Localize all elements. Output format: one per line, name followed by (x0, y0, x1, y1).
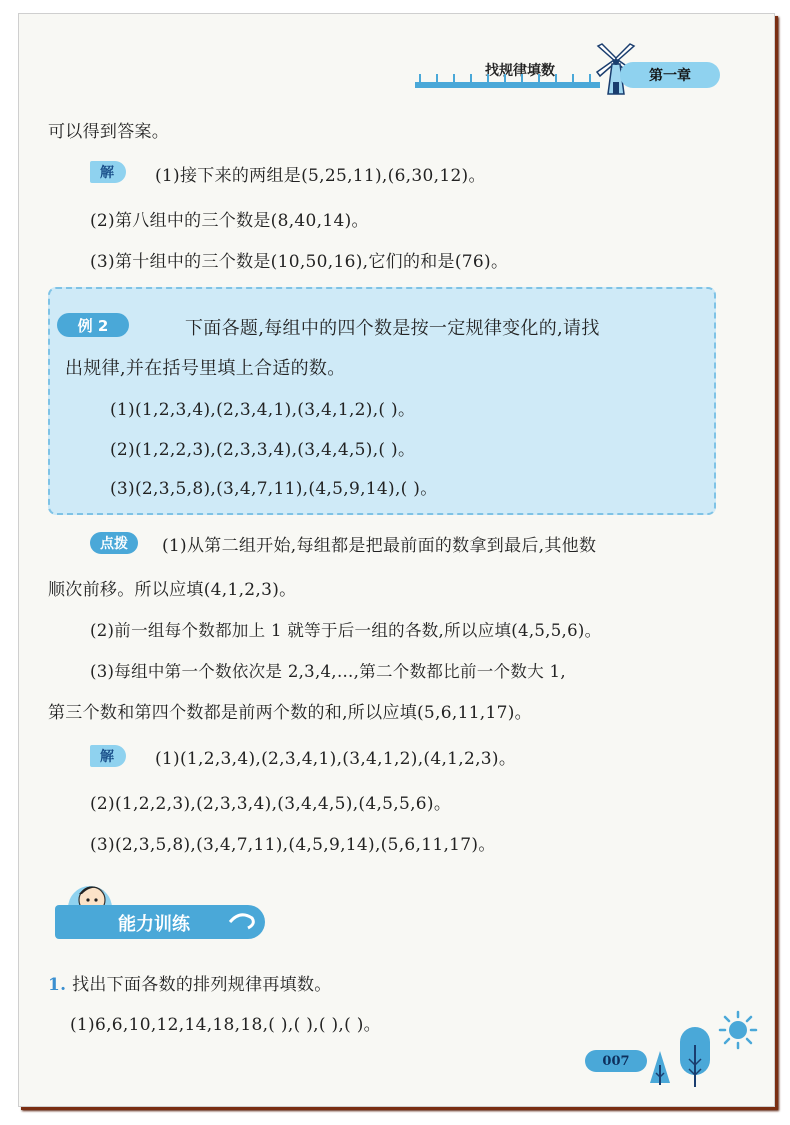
training-title: 能力训练 (118, 914, 190, 935)
training-question (48, 970, 332, 995)
hint-line-1b: 顺次前移。所以应填(4,1,2,3)。 (48, 580, 297, 600)
training-question-1: (1)6,6,10,12,14,18,18,( ),( ),( ),( )。 (70, 1015, 381, 1035)
hint-line-3a: (3)每组中第一个数依次是 2,3,4,…,第二个数都比前一个数大 1, (90, 662, 566, 681)
hint-line-2: (2)前一组每个数都加上 1 就等于后一组的各数,所以应填(4,5,5,6)。 (90, 621, 602, 640)
solution2-line-1: (1)(1,2,3,4),(2,3,4,1),(3,4,1,2),(4,1,2,3)。 (155, 749, 517, 769)
banner-swirl-icon (226, 910, 260, 934)
solution-line-3: (3)第十组中的三个数是(10,50,16),它们的和是(76)。 (90, 252, 509, 272)
ruler-ticks (415, 74, 605, 84)
solution-line-2: (2)第八组中的三个数是(8,40,14)。 (90, 211, 369, 231)
intro-text: 可以得到答案。 (48, 122, 170, 142)
trees-icon (646, 1025, 726, 1087)
hint-line-3b: 第三个数和第四个数都是前两个数的和,所以应填(5,6,11,17)。 (48, 703, 532, 723)
question-text: 找出下面各数的排列规律再填数。 (72, 975, 332, 995)
example-text-1: 下面各题,每组中的四个数是按一定规律变化的,请找 (185, 318, 600, 339)
chapter-label: 第一章 (620, 62, 720, 88)
hint-line-1a: (1)从第二组开始,每组都是把最前面的数拿到最后,其他数 (162, 536, 597, 556)
example-question-3: (3)(2,3,5,8),(3,4,7,11),(4,5,9,14),( )。 (110, 479, 438, 499)
section-title: 找规律填数 (485, 63, 555, 79)
solution-line-1: (1)接下来的两组是(5,25,11),(6,30,12)。 (155, 166, 486, 186)
solution-badge: 解 (90, 161, 126, 183)
example-question-1: (1)(1,2,3,4),(2,3,4,1),(3,4,1,2),( )。 (110, 400, 416, 420)
solution2-badge: 解 (90, 745, 126, 767)
hint-badge: 点拨 (90, 532, 138, 554)
example-question-2: (2)(1,2,2,3),(2,3,3,4),(3,4,4,5),( )。 (110, 440, 416, 460)
question-number: 1. (48, 975, 67, 995)
example-badge: 例 2 (57, 313, 129, 337)
solution2-line-2: (2)(1,2,2,3),(2,3,3,4),(3,4,4,5),(4,5,5,6)。 (90, 794, 452, 814)
example-text-2: 出规律,并在括号里填上合适的数。 (65, 358, 346, 379)
solution2-line-3: (3)(2,3,5,8),(3,4,7,11),(4,5,9,14),(5,6,11,17)。 (90, 835, 496, 855)
page-number: 007 (585, 1050, 647, 1072)
